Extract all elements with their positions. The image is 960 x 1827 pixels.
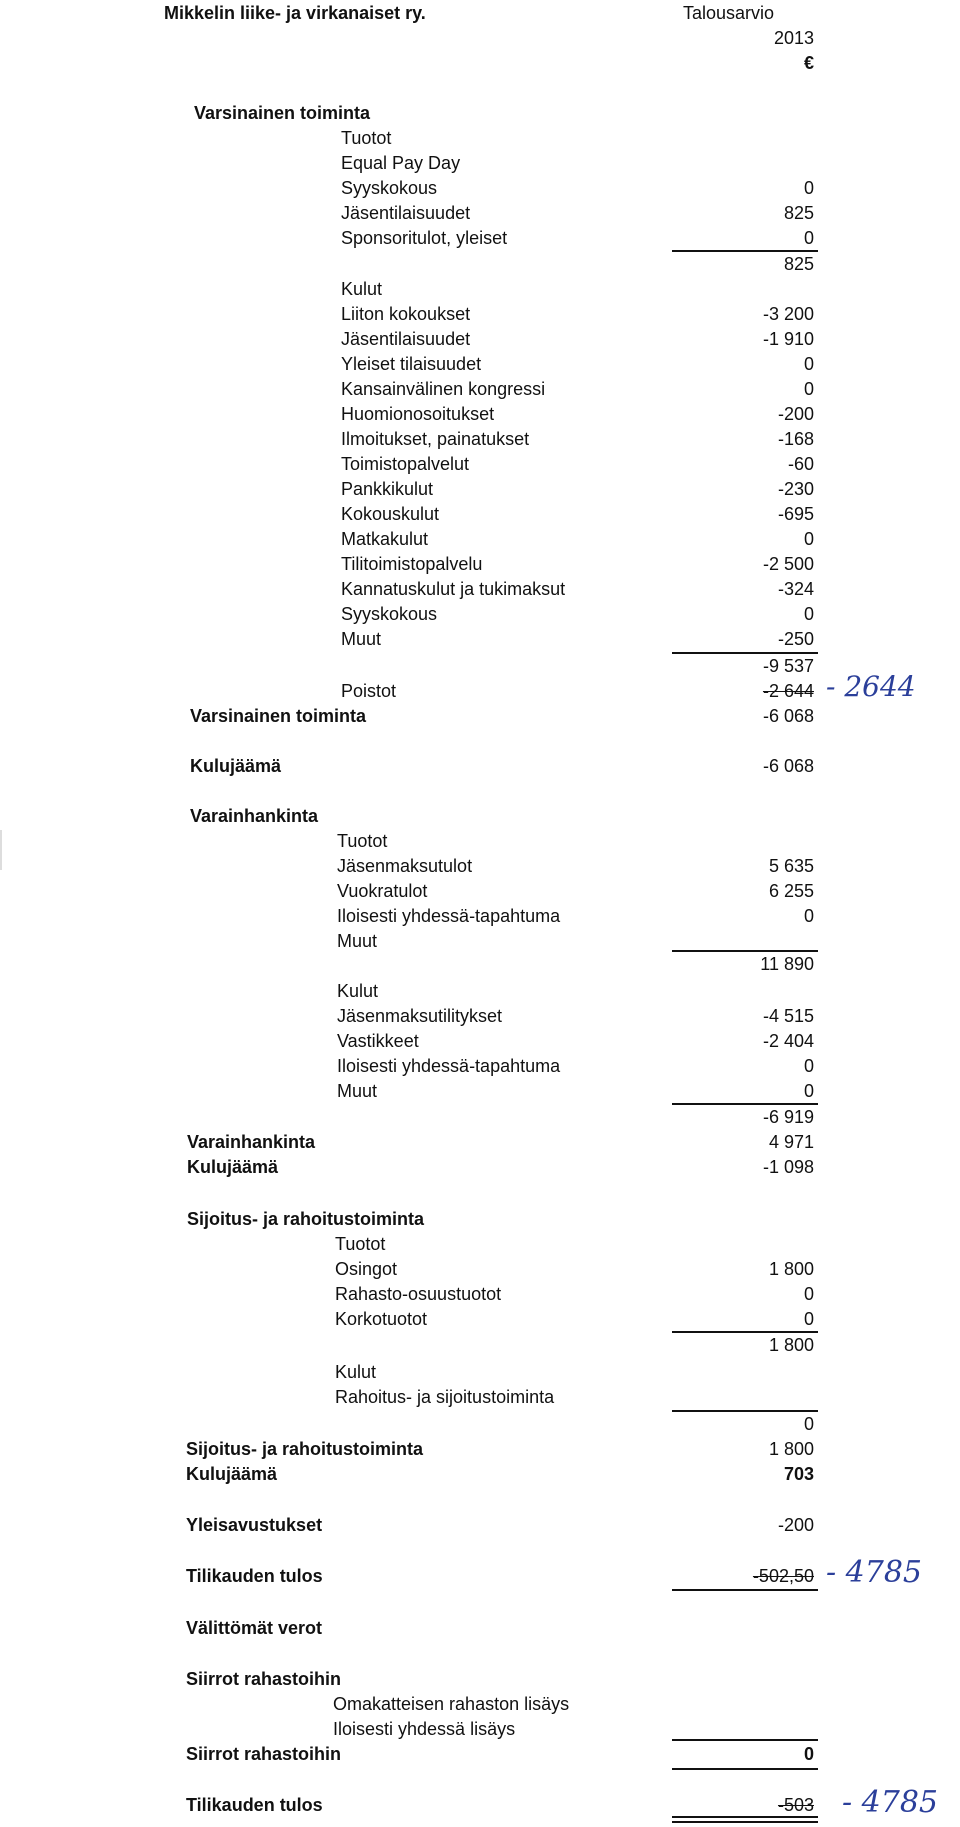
depreciation-label: Poistot (341, 681, 397, 701)
line-item-label: Matkakulut (341, 529, 429, 549)
handwritten-correction: - 4785 (826, 1555, 923, 1590)
expense-subtotal: -9 537 (762, 656, 814, 676)
line-item-value: 0 (803, 1309, 814, 1329)
income-subtotal: 1 800 (768, 1335, 814, 1355)
document-title: Talousarvio (683, 3, 775, 23)
general-grants-label: Yleisavustukset (186, 1515, 323, 1535)
line-item-value: 0 (803, 178, 814, 198)
line-item-label: Osingot (335, 1259, 398, 1279)
line-item-value: 6 255 (768, 881, 814, 901)
handwritten-correction: - 4785 (842, 1785, 939, 1820)
income-heading: Tuotot (335, 1234, 386, 1254)
line-item-label: Yleiset tilaisuudet (341, 354, 482, 374)
section-title: Varainhankinta (190, 806, 319, 826)
line-item-value: -60 (787, 454, 814, 474)
line-item-value: -1 910 (762, 329, 814, 349)
line-item-label: Kansainvälinen kongressi (341, 379, 546, 399)
subtotal-rule (672, 1331, 818, 1333)
period-result-label: Tilikauden tulos (186, 1566, 323, 1586)
line-item-value: 0 (803, 228, 814, 248)
line-item-label: Syyskokous (341, 178, 438, 198)
expense-subtotal: -6 919 (762, 1107, 814, 1127)
period-result-value: -503 (777, 1795, 814, 1815)
deficit-value: -1 098 (762, 1157, 814, 1177)
line-item-label: Iloisesti yhdessä-tapahtuma (337, 1056, 561, 1076)
line-item-label: Muut (337, 931, 378, 951)
depreciation-value: -2 644 (762, 681, 814, 701)
handwritten-correction: - 2644 (826, 670, 916, 703)
section-total-label: Varsinainen toiminta (190, 706, 367, 726)
line-item-value: 1 800 (768, 1259, 814, 1279)
currency-symbol: € (803, 53, 814, 73)
line-item-value: -2 404 (762, 1031, 814, 1051)
line-item-value: 0 (803, 529, 814, 549)
line-item-value: -200 (777, 404, 814, 424)
result-double-rule (672, 1821, 818, 1823)
subtotal-rule (672, 1768, 818, 1770)
line-item-label: Toimistopalvelut (341, 454, 470, 474)
line-item-value: -2 500 (762, 554, 814, 574)
line-item-label: Vuokratulot (337, 881, 428, 901)
fund-transfers-title: Siirrot rahastoihin (186, 1669, 342, 1689)
expense-heading: Kulut (337, 981, 379, 1001)
line-item-label: Kokouskulut (341, 504, 440, 524)
subtotal-rule (672, 1410, 818, 1412)
budget-year: 2013 (773, 28, 814, 48)
line-item-label: Iloisesti yhdessä-tapahtuma (337, 906, 561, 926)
deficit-label: Kulujäämä (187, 1157, 279, 1177)
section-total-label: Sijoitus- ja rahoitustoiminta (186, 1439, 424, 1459)
expense-heading: Kulut (341, 279, 383, 299)
line-item-label: Vastikkeet (337, 1031, 419, 1051)
subtotal-rule (672, 1103, 818, 1105)
section-title: Varsinainen toiminta (194, 103, 371, 123)
subtotal-rule (672, 1739, 818, 1741)
line-item-value: 0 (803, 1056, 814, 1076)
deficit-value: -6 068 (762, 756, 814, 776)
line-item-label: Iloisesti yhdessä lisäys (333, 1719, 516, 1739)
line-item-label: Jäsentilaisuudet (341, 329, 471, 349)
line-item-label: Equal Pay Day (341, 153, 461, 173)
line-item-label: Korkotuotot (335, 1309, 428, 1329)
deficit-label: Kulujäämä (186, 1464, 278, 1484)
line-item-value: 825 (783, 203, 814, 223)
general-grants-value: -200 (777, 1515, 814, 1535)
line-item-value: -168 (777, 429, 814, 449)
section-total-value: -6 068 (762, 706, 814, 726)
line-item-value: 0 (803, 379, 814, 399)
line-item-value: 0 (803, 1081, 814, 1101)
line-item-label: Muut (341, 629, 382, 649)
line-item-label: Liiton kokoukset (341, 304, 471, 324)
line-item-value: 0 (803, 1284, 814, 1304)
line-item-label: Sponsoritulot, yleiset (341, 228, 508, 248)
result-rule (672, 1589, 818, 1591)
result-double-rule (672, 1816, 818, 1818)
line-item-value: -4 515 (762, 1006, 814, 1026)
section-total-label: Varainhankinta (187, 1132, 316, 1152)
line-item-value: -230 (777, 479, 814, 499)
subtotal-rule (672, 652, 818, 654)
line-item-label: Ilmoitukset, painatukset (341, 429, 530, 449)
line-item-label: Syyskokous (341, 604, 438, 624)
income-subtotal: 825 (783, 254, 814, 274)
organization-name: Mikkelin liike- ja virkanaiset ry. (164, 3, 426, 23)
period-result-label: Tilikauden tulos (186, 1795, 323, 1815)
line-item-value: -324 (777, 579, 814, 599)
line-item-value: 0 (803, 604, 814, 624)
scan-edge-mark (0, 830, 2, 870)
line-item-value: 5 635 (768, 856, 814, 876)
line-item-value: -3 200 (762, 304, 814, 324)
section-title: Sijoitus- ja rahoitustoiminta (187, 1209, 425, 1229)
line-item-label: Jäsentilaisuudet (341, 203, 471, 223)
section-total-value: 4 971 (768, 1132, 814, 1152)
line-item-value: 0 (803, 906, 814, 926)
fund-transfers-total-label: Siirrot rahastoihin (186, 1744, 342, 1764)
income-subtotal: 11 890 (760, 954, 814, 974)
line-item-value: -695 (777, 504, 814, 524)
expense-subtotal: 0 (803, 1414, 814, 1434)
line-item-label: Tilitoimistopalvelu (341, 554, 483, 574)
direct-taxes-label: Välittömät verot (186, 1618, 323, 1638)
line-item-label: Jäsenmaksutulot (337, 856, 473, 876)
line-item-label: Pankkikulut (341, 479, 434, 499)
line-item-value: -250 (777, 629, 814, 649)
expense-heading: Kulut (335, 1362, 377, 1382)
deficit-label: Kulujäämä (190, 756, 282, 776)
line-item-label: Kannatuskulut ja tukimaksut (341, 579, 566, 599)
line-item-label: Rahoitus- ja sijoitustoiminta (335, 1387, 555, 1407)
deficit-value: 703 (783, 1464, 814, 1484)
subtotal-rule (672, 250, 818, 252)
line-item-label: Omakatteisen rahaston lisäys (333, 1694, 570, 1714)
line-item-label: Muut (337, 1081, 378, 1101)
line-item-label: Huomionosoitukset (341, 404, 495, 424)
period-result-value: -502,50 (752, 1566, 814, 1586)
fund-transfers-total-value: 0 (803, 1744, 814, 1764)
income-heading: Tuotot (341, 128, 392, 148)
section-total-value: 1 800 (768, 1439, 814, 1459)
line-item-value: 0 (803, 354, 814, 374)
subtotal-rule (672, 950, 818, 952)
line-item-label: Jäsenmaksutilitykset (337, 1006, 503, 1026)
line-item-label: Rahasto-osuustuotot (335, 1284, 502, 1304)
income-heading: Tuotot (337, 831, 388, 851)
